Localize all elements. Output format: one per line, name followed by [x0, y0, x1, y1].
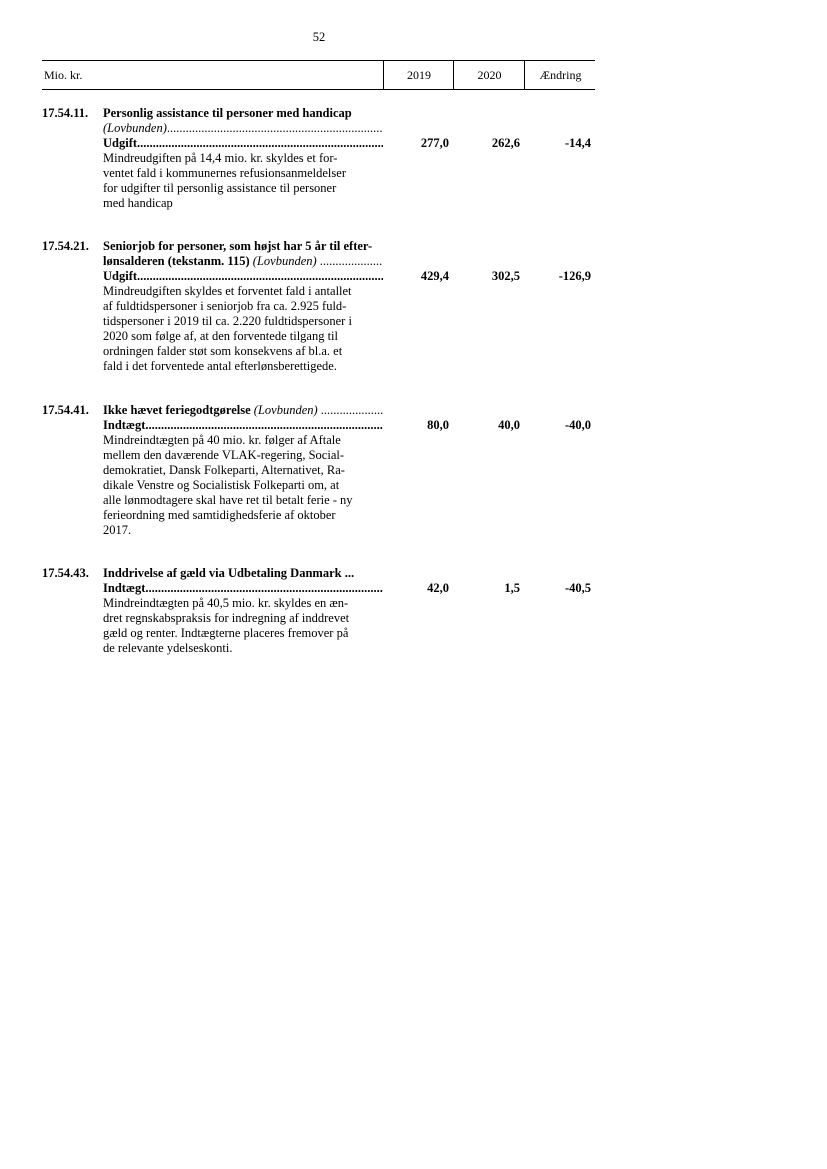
value-change: -40,0 [564, 418, 591, 432]
entry-title: Inddrivelse af gæld via Udbetaling Danmark [103, 566, 342, 580]
header-2019: 2019 [383, 61, 454, 89]
entry-title: Personlig assistance til personer med handicap [103, 106, 352, 120]
entry-description: Mindreindtægten på 40,5 mio. kr. skyldes en æn- dret regnskabspraksis for indregning af inddrevet gæld og renter. Indtægterne placeres fremover på de relevante ydelseskonti. [103, 596, 350, 655]
value-2019: 429,4 [420, 269, 449, 283]
entry-type: Udgift [103, 269, 138, 283]
value-2019: 42,0 [427, 581, 449, 595]
entry-note: (Lovbunden) [103, 121, 167, 135]
account-number: 17.54.43. [42, 566, 89, 580]
value-2020: 262,6 [491, 136, 520, 150]
value-2019: 80,0 [427, 418, 449, 432]
value-change: -40,5 [564, 581, 591, 595]
table-header [42, 60, 595, 90]
value-2020: 302,5 [491, 269, 520, 283]
value-change: -126,9 [558, 269, 591, 283]
entry-title: Seniorjob for personer, som højst har 5 år til efter- [103, 239, 373, 253]
value-2020: 1,5 [504, 581, 520, 595]
entry-description: Mindreudgiften skyldes et forventet fald i antallet af fuldtidspersoner i seniorjob fra ca. 2.925 fuld- tidspersoner i 2019 til ca. 2.220 fuldtidspersoner i 2020 som følge af, at den forventede tilgang til ordningen falder støt som konsekvens af bl.a. et fald i det forventede antal efterlønsberettigede. [103, 284, 352, 373]
value-2019: 277,0 [420, 136, 449, 150]
value-2020: 40,0 [498, 418, 520, 432]
account-number: 17.54.41. [42, 403, 89, 417]
entry-type: Indtægt [103, 581, 146, 595]
account-number: 17.54.21. [42, 239, 89, 253]
account-number: 17.54.11. [42, 106, 89, 120]
header-unit: Mio. kr. [44, 68, 83, 82]
entry-type: Indtægt [103, 418, 146, 432]
value-change: -14,4 [564, 136, 591, 150]
entry-type: Udgift [103, 136, 138, 150]
header-2020: 2020 [453, 61, 525, 89]
entry-description: Mindreindtægten på 40 mio. kr. følger af Aftale mellem den daværende VLAK-regering, Social- demokratiet, Dansk Folkeparti, Alternativet, Ra- dikale Venstre og Socialistisk Folkeparti om, at alle lønmodtagere skal have ret til betalt ferie - ny ferieordning med samtidighedsferie af oktober 2017. [103, 433, 353, 537]
entry-description: Mindreudgiften på 14,4 mio. kr. skyldes et for- ventet fald i kommunernes refusionsanmeldelser for udgifter til personlig assistance til personer med handicap [103, 151, 346, 210]
entry-note: (Lovbunden) [252, 254, 317, 268]
entry-note: (Lovbunden) [253, 403, 318, 417]
header-change: Ændring [524, 61, 596, 89]
entry-title: Ikke hævet feriegodtgørelse [103, 403, 251, 417]
page-number: 52 [312, 30, 326, 44]
